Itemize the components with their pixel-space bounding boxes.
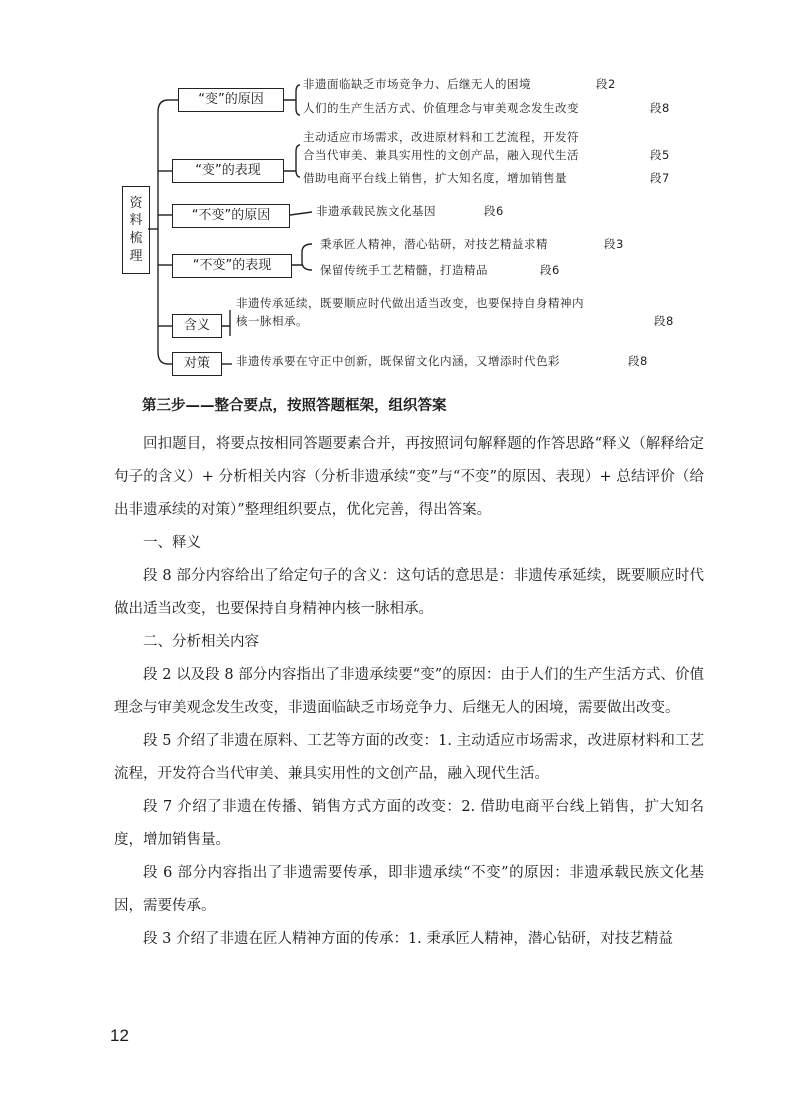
paragraph-ref: 段3 [604, 237, 624, 251]
branch-label-change-manifestation: “变”的表现 [172, 159, 284, 183]
page-number: 12 [110, 1026, 129, 1045]
paragraph: 段 7 介绍了非遗在传播、销售方式方面的改变：2. 借助电商平台线上销售，扩大知名度，增加销售量。 [114, 799, 704, 848]
branch-item: 人们的生产生活方式、价值理念与审美观念发生改变 [303, 101, 579, 115]
paragraph: 段 5 介绍了非遗在原料、工艺等方面的改变：1. 主动适应市场需求，改进原材料和工艺流程，开发符合当代审美、兼具实用性的文创产品，融入现代生活。 [114, 733, 704, 782]
answer-body [114, 428, 704, 956]
mind-map-root [122, 186, 150, 274]
paragraph-ref: 段2 [596, 77, 616, 91]
root-char: 料 [129, 213, 143, 229]
root-char: 梳 [129, 231, 143, 246]
section-heading: 一、释义 [143, 535, 201, 551]
paragraph-ref: 段5 [650, 148, 670, 162]
paragraph: 段 2 以及段 8 部分内容指出了非遗承续要“变”的原因：由于人们的生产生活方式、价值理念与审美观念发生改变，非遗面临缺乏市场竞争力、后继无人的困境，需要做出改变。 [114, 667, 704, 716]
paragraph-ref: 段6 [484, 204, 504, 218]
brace-1 [284, 85, 300, 115]
branch-label-nochange-manifestation: “不变”的表现 [172, 254, 292, 278]
branch-item: 非遗承载民族文化基因 [316, 204, 436, 218]
brace-3 [290, 212, 312, 215]
paragraph: 段 3 介绍了非遗在匠人精神方面的传承：1. 秉承匠人精神，潜心钻研，对技艺精益 [143, 931, 673, 947]
branch-label-change-reason: “变”的原因 [178, 88, 284, 112]
paragraph-ref: 段8 [650, 101, 670, 115]
branch-label-nochange-reason: “不变”的原因 [172, 204, 290, 228]
paragraph: 段 8 部分内容给出了给定句子的含义：这句话的意思是：非遗传承延续，既要顺应时代做出适当改变，也要保持自身精神内核一脉相承。 [114, 568, 704, 617]
paragraph-ref: 段8 [628, 354, 648, 368]
branch-label-meaning: 含义 [172, 314, 222, 338]
mind-map-connectors [0, 0, 800, 400]
step-heading: 第三步——整合要点，按照答题框架，组织答案 [142, 398, 447, 414]
paragraph: 段 6 部分内容指出了非遗需要传承，即非遗承续“不变”的原因：非遗承载民族文化基因，需要传承。 [114, 865, 704, 914]
brace-4 [292, 244, 312, 270]
root-char: 资 [129, 195, 143, 211]
section-heading: 二、分析相关内容 [143, 634, 259, 650]
brace-2 [284, 145, 300, 177]
paragraph-ref: 段6 [540, 263, 560, 277]
brace-5 [222, 310, 230, 336]
branch-item: 保留传统手工艺精髓，打造精品 [320, 263, 488, 277]
root-char: 理 [129, 248, 143, 264]
branch-item: 核一脉相承。 [236, 314, 308, 328]
branch-item: 秉承匠人精神，潜心钻研，对技艺精益求精 [320, 237, 548, 251]
paragraph-ref: 段8 [654, 314, 674, 328]
branch-item: 非遗传承要在守正中创新，既保留文化内涵，又增添时代色彩 [236, 354, 560, 368]
trunk-line [158, 100, 168, 364]
paragraph: 回扣题目，将要点按相同答题要素合并，再按照词句解释题的作答思路“释义（解释给定句子的含义）+ 分析相关内容（分析非遗承续“变”与“不变”的原因、表现）+ 总结评价（给出非遗承续的对策）”整理组织要点，优化完善，得出答案。 [114, 436, 704, 518]
mind-map [0, 0, 800, 400]
branch-item: 合当代审美、兼具实用性的文创产品，融入现代生活 [303, 148, 579, 162]
paragraph-ref: 段7 [650, 171, 670, 185]
branch-label-countermeasure: 对策 [172, 352, 222, 376]
branch-item: 借助电商平台线上销售，扩大知名度，增加销售量 [303, 171, 567, 185]
branch-item: 主动适应市场需求，改进原材料和工艺流程，开发符 [303, 130, 579, 144]
branch-item: 非遗面临缺乏市场竞争力、后继无人的困境 [303, 77, 531, 91]
branch-item: 非遗传承延续，既要顺应时代做出适当改变，也要保持自身精神内 [236, 296, 584, 310]
